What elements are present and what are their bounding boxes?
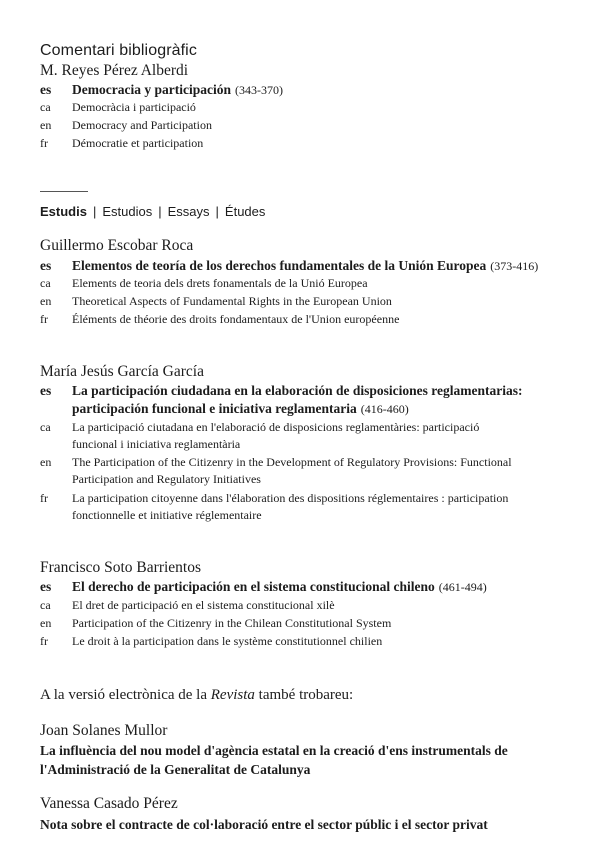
extra-author: Joan Solanes Mullor [40,722,168,739]
article-author: Guillermo Escobar Roca [40,237,194,254]
section-title: Comentari bibliogràfic [40,42,197,59]
entry-title: El dret de participació en el sistema constitucional xilè [72,598,335,612]
extra-title-line: Nota sobre el contracte de col·laboració entre el sector públic i el sector privat [40,817,488,832]
extra-title-line: La influència del nou model d'agència estatal en la creació d'ens instrumentals de [40,743,508,758]
lang-code: es [40,258,52,273]
lang-code: es [40,579,52,594]
entry-title: Theoretical Aspects of Fundamental Rights in the European Union [72,294,392,308]
lang-code: ca [40,276,51,290]
page-range: (373-416) [490,259,539,273]
notice-text: A la versió electrònica de la [40,687,211,703]
lang-code: en [40,616,52,630]
extra-title [40,815,560,834]
entry-ca [40,597,560,614]
heading-separator: | [158,204,162,219]
entry-es [40,257,560,275]
entry-es [40,578,560,596]
studies-heading [40,204,265,219]
heading-separator: | [92,204,97,219]
lang-code: fr [40,312,48,326]
entry-en [40,454,560,488]
section-author: M. Reyes Pérez Alberdi [40,62,189,79]
entry-title: Démocratie et participation [72,136,204,150]
entry-ca [40,275,560,292]
entry-en [40,293,560,310]
notice-text: també trobareu: [254,687,354,703]
entry-es [40,382,560,418]
entry-es [40,81,560,99]
heading-alt: Essays [167,204,210,219]
heading-alt: Estudios [102,204,153,219]
divider [40,191,88,192]
lang-code: ca [40,420,51,434]
entry-title-line: Participation and Regulatory Initiatives [72,472,261,486]
entry-title-line: La participación ciudadana en la elaboración de disposiciones reglamentarias: [72,383,523,398]
entry-title-line: La participation citoyenne dans l'élaboration des dispositions réglementaires : participation [72,491,509,505]
lang-code: en [40,455,52,469]
lang-code: ca [40,598,51,612]
page-range: (461-494) [438,580,487,594]
entry-title: Elements de teoria dels drets fonamentals de la Unió Europea [72,276,368,290]
heading-separator: | [215,204,219,219]
article-author: Francisco Soto Barrientos [40,559,202,576]
entry-title: Democracia y participación [72,82,231,97]
entry-ca [40,419,560,453]
entry-ca [40,99,560,116]
lang-code: ca [40,100,51,114]
extra-title-line: l'Administració de la Generalitat de Catalunya [40,762,311,777]
entry-title-line: funcional i iniciativa reglamentària [72,437,241,451]
lang-code: fr [40,634,48,648]
entry-title-line: The Participation of the Citizenry in the Development of Regulatory Provisions: Functional [72,455,512,469]
lang-code: fr [40,136,48,150]
extra-title [40,741,560,779]
entry-title: Participation of the Citizenry in the Chilean Constitutional System [72,616,392,630]
heading-alt: Études [224,204,266,219]
entry-title-line: participación funcional e iniciativa reglamentaria [72,401,357,416]
entry-en [40,117,560,134]
lang-code: es [40,82,52,97]
entry-title-line: La participació ciutadana en l'elaboració de disposicions reglamentàries: participació [72,420,480,434]
entry-title-line: fonctionnelle et initiative réglementaire [72,508,262,522]
lang-code: en [40,294,52,308]
entry-title: Éléments de théorie des droits fondamentaux de l'Union européenne [72,312,400,326]
entry-title: Democràcia i participació [72,100,196,114]
entry-fr [40,311,560,328]
electronic-notice [40,687,353,704]
extra-author: Vanessa Casado Pérez [40,795,178,812]
journal-name: Revista [210,687,255,703]
lang-code: en [40,118,52,132]
page-range: (343-370) [234,83,283,97]
entry-title: Le droit à la participation dans le système constitutionnel chilien [72,634,383,648]
lang-code: es [40,383,52,398]
page-range: (416-460) [360,402,409,416]
entry-title: El derecho de participación en el sistema constitucional chileno [72,579,435,594]
entry-en [40,615,560,632]
heading-primary: Estudis [40,204,87,219]
lang-code: fr [40,491,48,505]
entry-fr [40,135,560,152]
entry-title: Elementos de teoría de los derechos fundamentales de la Unión Europea [72,258,487,273]
article-author: María Jesús García García [40,363,204,380]
entry-fr [40,633,560,650]
entry-title: Democracy and Participation [72,118,212,132]
entry-fr [40,490,560,524]
